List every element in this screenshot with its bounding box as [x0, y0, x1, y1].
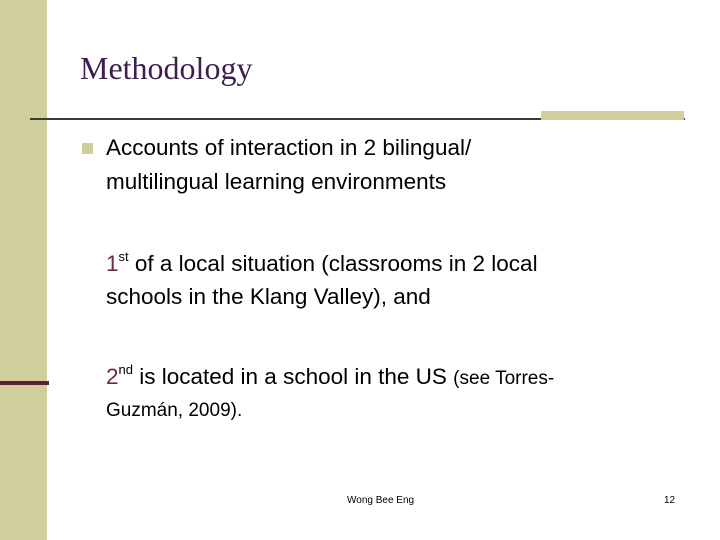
square-bullet-icon — [82, 143, 93, 154]
footer-page-number: 12 — [664, 495, 676, 506]
item-2-line-2: Guzmán, 2009). — [106, 400, 243, 421]
title-divider-accent — [541, 111, 684, 120]
item-2-ordinal-number: 2 — [106, 364, 119, 389]
left-decorative-band — [0, 0, 47, 540]
footer-author: Wong Bee Eng — [347, 495, 415, 506]
item-2-line-1 — [106, 362, 554, 395]
item-1-text: of a local situation (classrooms in 2 local — [128, 251, 538, 276]
item-2-text: is located in a school in the US — [132, 364, 454, 389]
item-1-line-1 — [106, 249, 538, 282]
item-2-ordinal-suffix: nd — [118, 362, 133, 377]
left-band-accent-bar — [0, 381, 49, 385]
slide-title: Methodology — [80, 50, 253, 86]
item-1-ordinal-suffix: st — [118, 249, 129, 264]
item-2-citation-start: (see Torres- — [453, 368, 555, 389]
bullet-text-line-1: Accounts of interaction in 2 bilingual/ — [106, 135, 472, 160]
item-1-line-2: schools in the Klang Valley), and — [106, 284, 431, 309]
item-1-ordinal-number: 1 — [106, 251, 119, 276]
bullet-text-line-2: multilingual learning environments — [106, 169, 447, 194]
